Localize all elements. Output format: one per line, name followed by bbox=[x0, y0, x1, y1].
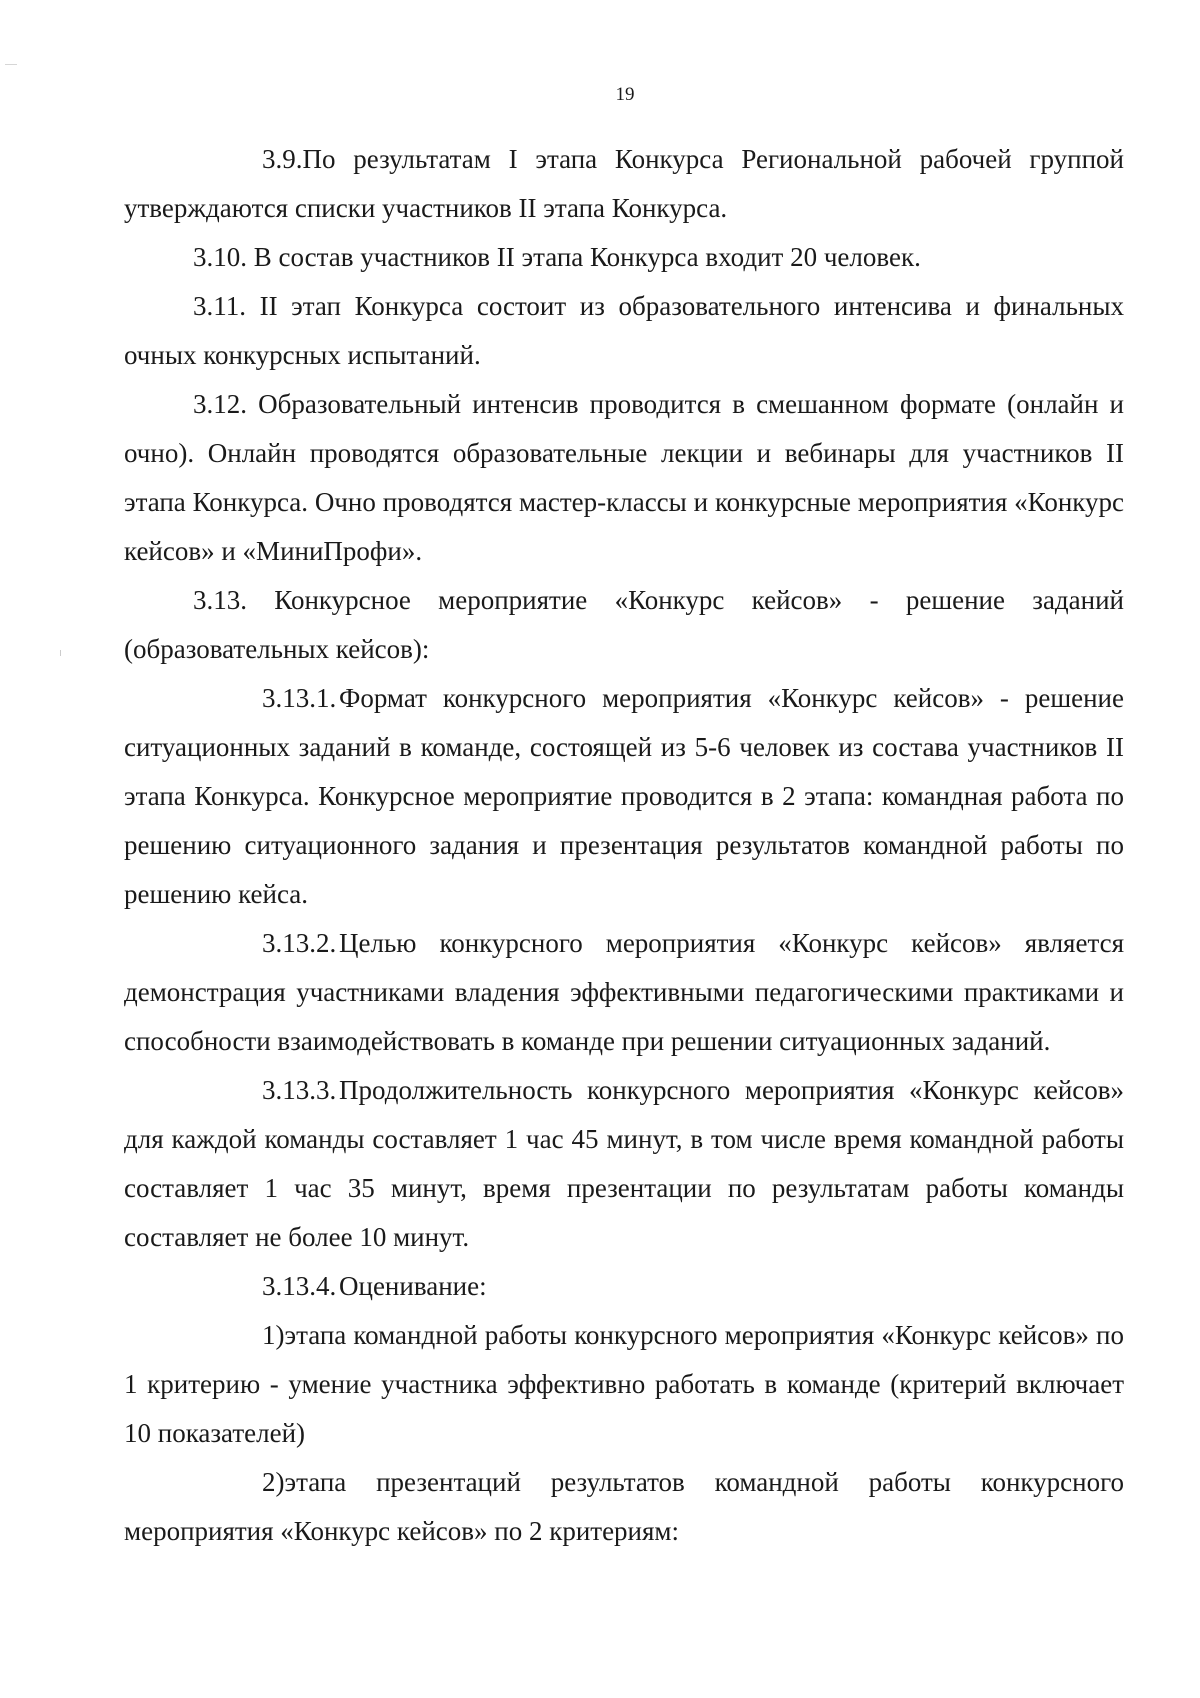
paragraph-3-9 bbox=[124, 135, 1124, 233]
clause-number: 3.13.3. bbox=[262, 1075, 337, 1105]
clause-number: 3.13.4. bbox=[262, 1271, 337, 1301]
list-text: этапа презентаций результатов командной работы конкурсного мероприятия «Конкурс кейсов» по 2 критериям: bbox=[124, 1467, 1124, 1546]
paragraph-3-10: 3.10. В состав участников II этапа Конкурса входит 20 человек. bbox=[193, 242, 921, 272]
clause-number: 3.9. bbox=[262, 144, 303, 174]
list-item-2 bbox=[124, 1458, 1124, 1556]
clause-number: 3.13.2. bbox=[262, 928, 337, 958]
clause-text: Формат конкурсного мероприятия «Конкурс кейсов» - решение ситуационных заданий в команде, состоящей из 5-6 человек из состава участников II этапа Конкурса. Конкурсное мероприятие проводится в 2 этапа: командная работа по решению ситуационного задания и презентация результатов командной работы по решению кейса. bbox=[124, 683, 1124, 909]
list-number: 2) bbox=[262, 1467, 285, 1497]
clause-text: Продолжительность конкурсного мероприятия «Конкурс кейсов» для каждой команды составляет 1 час 45 минут, в том числе время командной работы составляет 1 час 35 минут, время презентации по результатам работы команды составляет не более 10 минут. bbox=[124, 1075, 1124, 1252]
scan-artifact bbox=[5, 64, 17, 65]
clause-text: Оценивание: bbox=[339, 1271, 487, 1301]
list-text: этапа командной работы конкурсного мероприятия «Конкурс кейсов» по 1 критерию - умение участника эффективно работать в команде (критерий включает 10 показателей) bbox=[124, 1320, 1124, 1448]
paragraph-3-13: 3.13. Конкурсное мероприятие «Конкурс кейсов» - решение заданий (образовательных кейсов): bbox=[124, 585, 1124, 664]
paragraph-3-13-2 bbox=[124, 919, 1124, 1066]
clause-text: Целью конкурсного мероприятия «Конкурс кейсов» является демонстрация участниками владения эффективными педагогическими практиками и способности взаимодействовать в команде при решении ситуационных заданий. bbox=[124, 928, 1124, 1056]
paragraph-3-11: 3.11. II этап Конкурса состоит из образовательного интенсива и финальных очных конкурсных испытаний. bbox=[124, 291, 1124, 370]
page-number: 19 bbox=[615, 84, 635, 105]
list-number: 1) bbox=[262, 1320, 285, 1350]
clause-number: 3.13.1. bbox=[262, 683, 337, 713]
scan-artifact bbox=[60, 650, 61, 656]
paragraph-3-12: 3.12. Образовательный интенсив проводится в смешанном формате (онлайн и очно). Онлайн проводятся образовательные лекции и вебинары для участников II этапа Конкурса. Очно проводятся мастер-классы и конкурсные мероприятия «Конкурс кейсов» и «МиниПрофи». bbox=[124, 389, 1124, 566]
list-item-1 bbox=[124, 1311, 1124, 1458]
clause-text: По результатам I этапа Конкурса Региональной рабочей группой утверждаются списки участников II этапа Конкурса. bbox=[124, 144, 1124, 223]
paragraph-3-13-3 bbox=[124, 1066, 1124, 1262]
document-body bbox=[124, 135, 1124, 1556]
paragraph-3-13-4 bbox=[124, 1262, 1124, 1311]
paragraph-3-13-1 bbox=[124, 674, 1124, 919]
